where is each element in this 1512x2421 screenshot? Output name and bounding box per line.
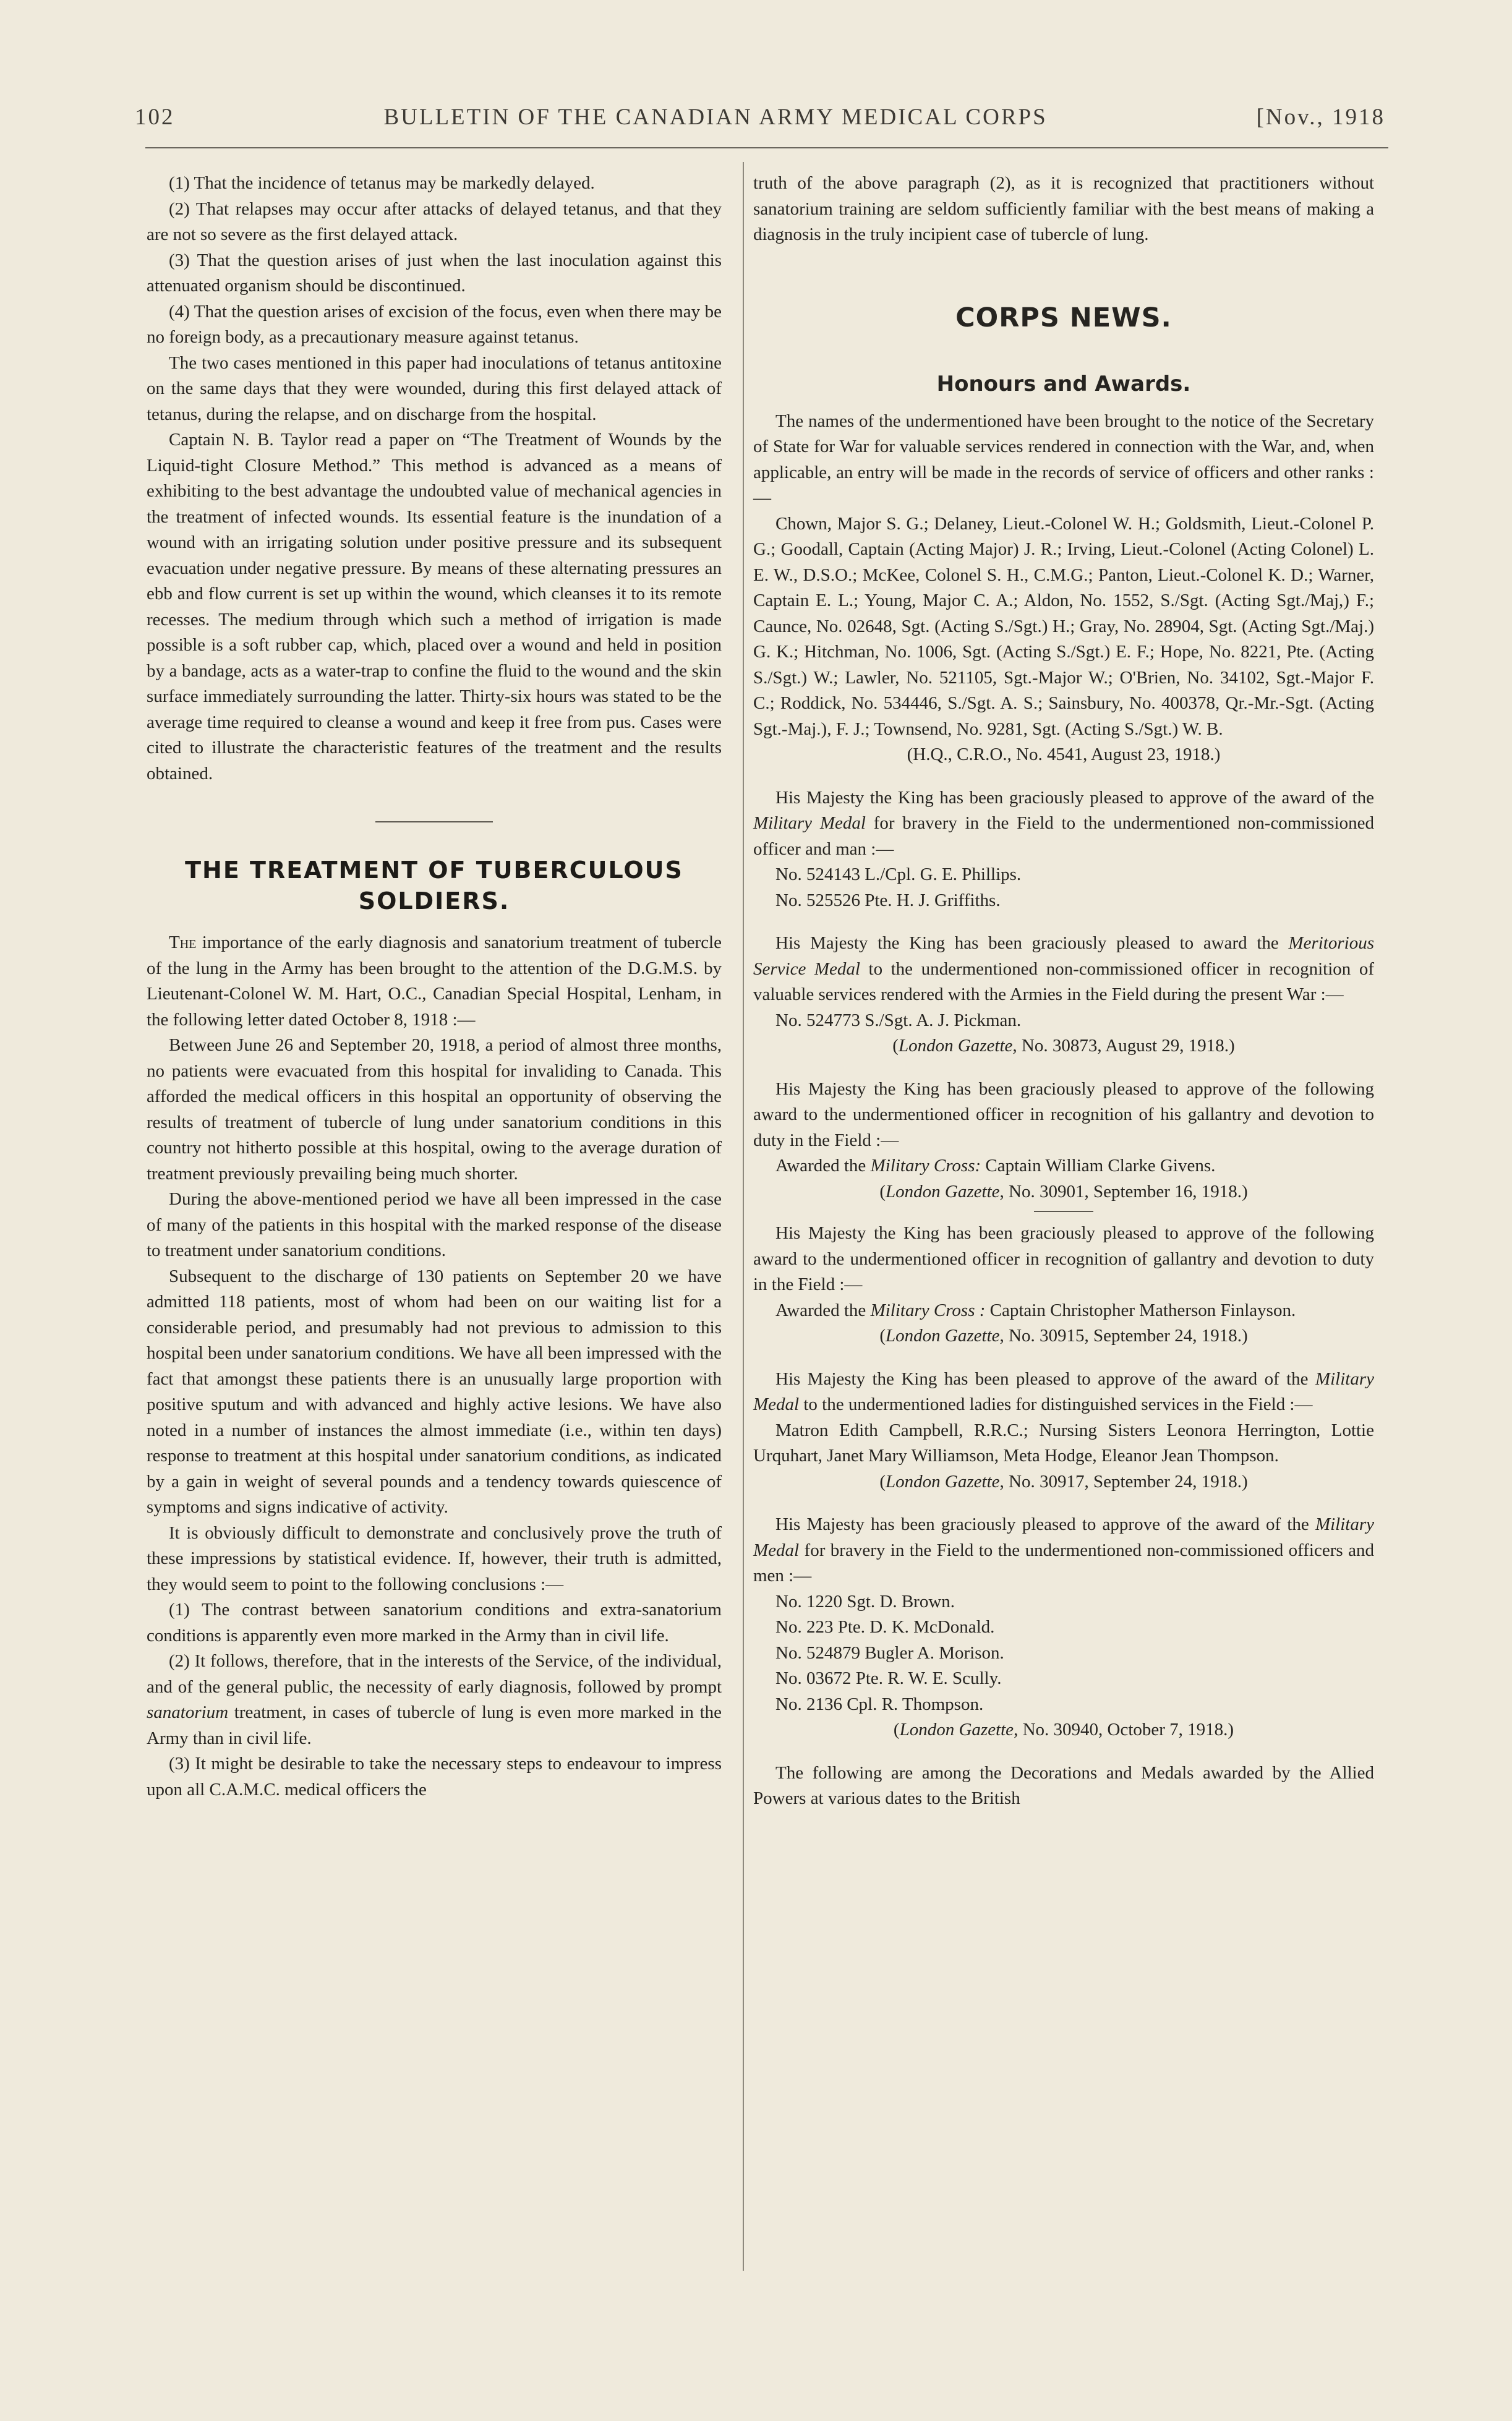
mm3-recipient-4: No. 03672 Pte. R. W. E. Scully.: [775, 1668, 1002, 1688]
continuation-paragraph: truth of the above paragraph (2), as it is recognized that practitioners without sanatorium training are seldom sufficiently familiar with the best means of making a diagnosis in the truly incipient case of tubercle of lung.: [753, 173, 1374, 244]
mc2-citation-text: , No. 30915, September 24, 1918.): [999, 1326, 1248, 1346]
mm1-medal-name: Military Medal: [753, 813, 866, 833]
mc1-citation-text: , No. 30901, September 16, 1918.): [999, 1181, 1248, 1202]
conclusion-2-text-b: treatment, in cases of tubercle of lung is even more marked in the Army than in civil life.: [147, 1702, 722, 1748]
conclusion-3: (3) It might be desirable to take the necessary steps to endeavour to impress upon all C.A.M.C. medical officers the: [147, 1754, 722, 1800]
honours-intro: The names of the undermentioned have been brought to the notice of the Secretary of State for War for valuable services rendered in connection with the War, and, when applicable, an entry will be made in the records of service of officers and other ranks :—: [753, 411, 1374, 508]
page-header: [135, 104, 1385, 141]
conclusion-2: [147, 1649, 722, 1751]
conclusion-2-text-a: (2) It follows, therefore, that in the interests of the Service, of the individual, and of the general public, the necessity of early diagnosis, followed by prompt: [147, 1651, 722, 1697]
mm1-recipient-1: No. 524143 L./Cpl. G. E. Phillips.: [775, 865, 1022, 884]
military-cross-announcement-2: His Majesty the King has been graciously pleased to approve of the following award to the undermentioned officer in recognition of gallantry and devotion to duty in the Field :—: [753, 1223, 1374, 1294]
intro-text: importance of the early diagnosis and sanatorium treatment of tubercle of the lung in the Army has been brought to the attention of the D.G.M.S. by Lieutenant-Colonel W. M. Hart, O.C., Canadian Special Hospital, Lenham, in the following letter dated October 8, 1918 :—: [147, 933, 722, 1030]
mm1-recipient-2: No. 525526 Pte. H. J. Griffiths.: [775, 890, 1001, 910]
military-cross-name: Military Cross:: [870, 1156, 981, 1176]
msm-text-a: His Majesty the King has been graciously pleased to award the: [775, 933, 1289, 953]
tuberculous-paragraph-2: During the above-mentioned period we have all been impressed in the case of many of the patients in this hospital with the marked response of the disease to treatment under sanatorium conditions.: [147, 1189, 722, 1260]
mm3-recipient-2: No. 223 Pte. D. K. McDonald.: [775, 1617, 995, 1637]
left-column: [147, 171, 722, 1803]
mm3-text-b: for bravery in the Field to the undermentioned non-commissioned officers and men :—: [753, 1540, 1374, 1586]
tuberculous-paragraph-4: It is obviously difficult to demonstrate and conclusively prove the truth of these impressions by statistical evidence. If, however, their truth is admitted, they would seem to point to the following conclusions :—: [147, 1522, 722, 1594]
tetanus-point-2: (2) That relapses may occur after attacks of delayed tetanus, and that they are not so severe as the first delayed attack.: [147, 199, 722, 244]
mm3-citation-text: , No. 30940, October 7, 1918.): [1014, 1720, 1234, 1740]
header-rule: [145, 147, 1388, 148]
mm1-text-a: His Majesty the King has been graciously pleased to approve of the award of the: [775, 787, 1374, 808]
mm2-medal-name: Military Medal: [753, 1368, 1374, 1414]
tetanus-cases-paragraph: The two cases mentioned in this paper had inoculations of tetanus antitoxine on the same days that they were wounded, during this first delayed attack of tetanus, during the relapse, and on discharge from the hospital.: [147, 352, 722, 424]
msm-citation-text: , No. 30873, August 29, 1918.): [1012, 1036, 1235, 1056]
awarded-the-text: Awarded the: [775, 1300, 871, 1320]
mm1-text-b: for bravery in the Field to the undermentioned non-commissioned officer and man :—: [753, 813, 1374, 859]
tuberculous-intro: [147, 930, 722, 1033]
tuberculous-section-title: [147, 855, 722, 916]
intro-lead-word: The: [169, 933, 197, 952]
mm2-text-b: to the undermentioned ladies for distinguished services in the Field :—: [799, 1394, 1313, 1414]
gazette-name: London Gazette: [899, 1720, 1014, 1740]
msm-text-b: to the undermentioned non-commissioned officer in recognition of valuable services rendered with the Armies in the Field during the present War :—: [753, 959, 1374, 1004]
awarded-the-text: Awarded the: [775, 1156, 871, 1176]
tuberculous-paragraph-1: Between June 26 and September 20, 1918, a period of almost three months, no patients were evacuated from this hospital for invaliding to Canada. This afforded the medical officers in this hospital an opportunity of observing the results of treatment of tubercle of lung under sanatorium conditions in this country not hitherto possible at this hospital, owing to the average duration of treatment previously prevailing being much shorter.: [147, 1035, 722, 1184]
section-title-line-2: SOLDIERS.: [358, 887, 510, 915]
issue-date: [Nov., 1918: [1256, 105, 1385, 130]
msm-citation: (London Gazette, No. 30873, August 29, 1918.): [892, 1036, 1235, 1056]
gazette-name: London Gazette: [886, 1326, 1000, 1346]
military-medal-announcement-1: [753, 785, 1374, 863]
mm3-medal-name: Military Medal: [753, 1514, 1374, 1560]
mm3-recipient-3: No. 524879 Bugler A. Morison.: [775, 1642, 1004, 1663]
military-medal-announcement-3: [753, 1512, 1374, 1589]
mm3-recipient-5: No. 2136 Cpl. R. Thompson.: [775, 1694, 984, 1714]
honours-citation: (H.Q., C.R.O., No. 4541, August 23, 1918.): [907, 745, 1221, 764]
mc1-recipient: Captain William Clarke Givens.: [981, 1156, 1216, 1176]
column-divider: [743, 162, 744, 2271]
military-medal-announcement-2: [753, 1367, 1374, 1418]
section-title-line-1: THE TREATMENT OF TUBERCULOUS: [185, 856, 683, 884]
mm2-text-a: His Majesty the King has been pleased to approve of the award of the: [775, 1368, 1315, 1389]
gazette-name: London Gazette: [886, 1181, 1000, 1202]
msm-medal-name: Meritorious Service Medal: [753, 933, 1374, 979]
tetanus-point-3: (3) That the question arises of just when the last inoculation against this attenuated organism should be discontinued.: [147, 250, 722, 296]
tuberculous-paragraph-3: Subsequent to the discharge of 130 patients on September 20 we have admitted 118 patients, most of whom had been on our waiting list for a considerable period, and presumably had not previous to admission to this hospital been under sanatorium conditions. We have all been impressed with the fact that amongst these patients there is an unusually large proportion with positive sputum and with advanced and highly active lesions. We have also noted in a number of instances the almost immediate (i.e., within ten days) response to treatment at this hospital under sanatorium conditions, as indicated by a gain in weight of several pounds and a tendency towards quiescence of symptoms and signs indicative of activity.: [147, 1266, 722, 1517]
military-cross-announcement-1: His Majesty the King has been graciously pleased to approve of the following award to the undermentioned officer in recognition of his gallantry and devotion to duty in the Field :—: [753, 1078, 1374, 1150]
right-column: [753, 171, 1374, 1812]
mc2-recipient: Captain Christopher Matherson Finlayson.: [985, 1300, 1296, 1320]
mc2-citation: (London Gazette, No. 30915, September 24, 1918.): [879, 1326, 1248, 1346]
page-number: 102: [135, 105, 175, 130]
tetanus-point-1: (1) That the incidence of tetanus may be markedly delayed.: [169, 173, 595, 193]
taylor-paragraph: Captain N. B. Taylor read a paper on “The Treatment of Wounds by the Liquid-tight Closure Method.” This method is advanced as a means of exhibiting to the best advantage the undoubted value of mechanical agencies in the treatment of infected wounds. Its essential feature is the inundation of a wound with an irrigating solution under positive pressure and its subsequent evacuation under negative pressure. By means of these alternating pressures an ebb and flow current is set up within the wound, which cleanses it to its remote recesses. The medium through which such a method of irrigation is made possible is a soft rubber cap, which, placed over a wound and held in position by a bandage, acts as a water-trap to confine the fluid to the wound and the skin surface immediately surrounding the latter. Thirty-six hours was stated to be the average time required to cleanse a wound and keep it free from pus. Cases were cited to illustrate the characteristic features of the treatment and the results obtained.: [147, 430, 722, 784]
journal-title: BULLETIN OF THE CANADIAN ARMY MEDICAL CORPS: [383, 105, 1048, 130]
mm2-recipients: Matron Edith Campbell, R.R.C.; Nursing Sisters Leonora Herrington, Lottie Urquhart, Janet Mary Williamson, Meta Hodge, Eleanor Jean Thompson.: [753, 1420, 1374, 1466]
gazette-name: London Gazette: [886, 1471, 1000, 1492]
honours-names-list: Chown, Major S. G.; Delaney, Lieut.-Colonel W. H.; Goldsmith, Lieut.-Colonel P. G.; Goodall, Captain (Acting Major) J. R.; Irving, Lieut.-Colonel (Acting Colonel) L. E. W., D.S.O.; McKee, Colonel S. H., C.M.G.; Panton, Lieut.-Colonel K. D.; Warner, Captain E. L.; Young, Major C. A.; Aldon, No. 1552, S./Sgt. (Acting Sgt./Maj,) F.; Caunce, No. 02648, Sgt. (Acting S./Sgt.) H.; Gray, No. 28904, Sgt. (Acting Sgt./Maj.) G. K.; Hitchman, No. 1006, Sgt. (Acting S./Sgt.) E. F.; Hope, No. 8221, Pte. (Acting S./Sgt.) W.; Lawler, No. 521105, Sgt.-Major W.; O'Brien, No. 34102, Sgt.-Major F. C.; Roddick, No. 534446, S./Sgt. A. S.; Sainsbury, No. 400378, Qr.-Mr.-Sgt. (Acting Sgt.-Maj.), F. J.; Townsend, No. 9281, Sgt. (Acting S./Sgt.) W. B.: [753, 513, 1374, 739]
small-divider: [1034, 1211, 1093, 1212]
mm2-citation: (London Gazette, No. 30917, September 24, 1918.): [879, 1471, 1248, 1492]
honours-awards-title: Honours and Awards.: [936, 371, 1191, 396]
msm-announcement: [753, 931, 1374, 1008]
msm-recipient: No. 524773 S./Sgt. A. J. Pickman.: [775, 1010, 1022, 1030]
mc1-citation: (London Gazette, No. 30901, September 16, 1918.): [879, 1181, 1248, 1202]
military-cross-award-1: [753, 1153, 1374, 1179]
military-cross-name: Military Cross :: [870, 1300, 986, 1320]
closing-paragraph: The following are among the Decorations and Medals awarded by the Allied Powers at various dates to the British: [753, 1762, 1374, 1808]
mm3-text-a: His Majesty has been graciously pleased to approve of the award of the: [775, 1514, 1315, 1534]
tetanus-point-4: (4) That the question arises of excision of the focus, even when there may be no foreign body, as a precautionary measure against tetanus.: [147, 301, 722, 347]
mm3-citation: (London Gazette, No. 30940, October 7, 1918.): [893, 1720, 1234, 1740]
mm3-recipient-1: No. 1220 Sgt. D. Brown.: [775, 1591, 955, 1612]
conclusion-1: (1) The contrast between sanatorium conditions and extra-sanatorium conditions is apparently even more marked in the Army than in civil life.: [147, 1600, 722, 1646]
military-cross-award-2: [753, 1298, 1374, 1324]
corps-news-title: CORPS NEWS.: [955, 302, 1172, 333]
mm2-citation-text: , No. 30917, September 24, 1918.): [999, 1471, 1248, 1492]
section-divider: [375, 821, 493, 822]
gazette-name: London Gazette: [898, 1036, 1013, 1056]
conclusion-2-italic: sanatorium: [147, 1702, 229, 1722]
